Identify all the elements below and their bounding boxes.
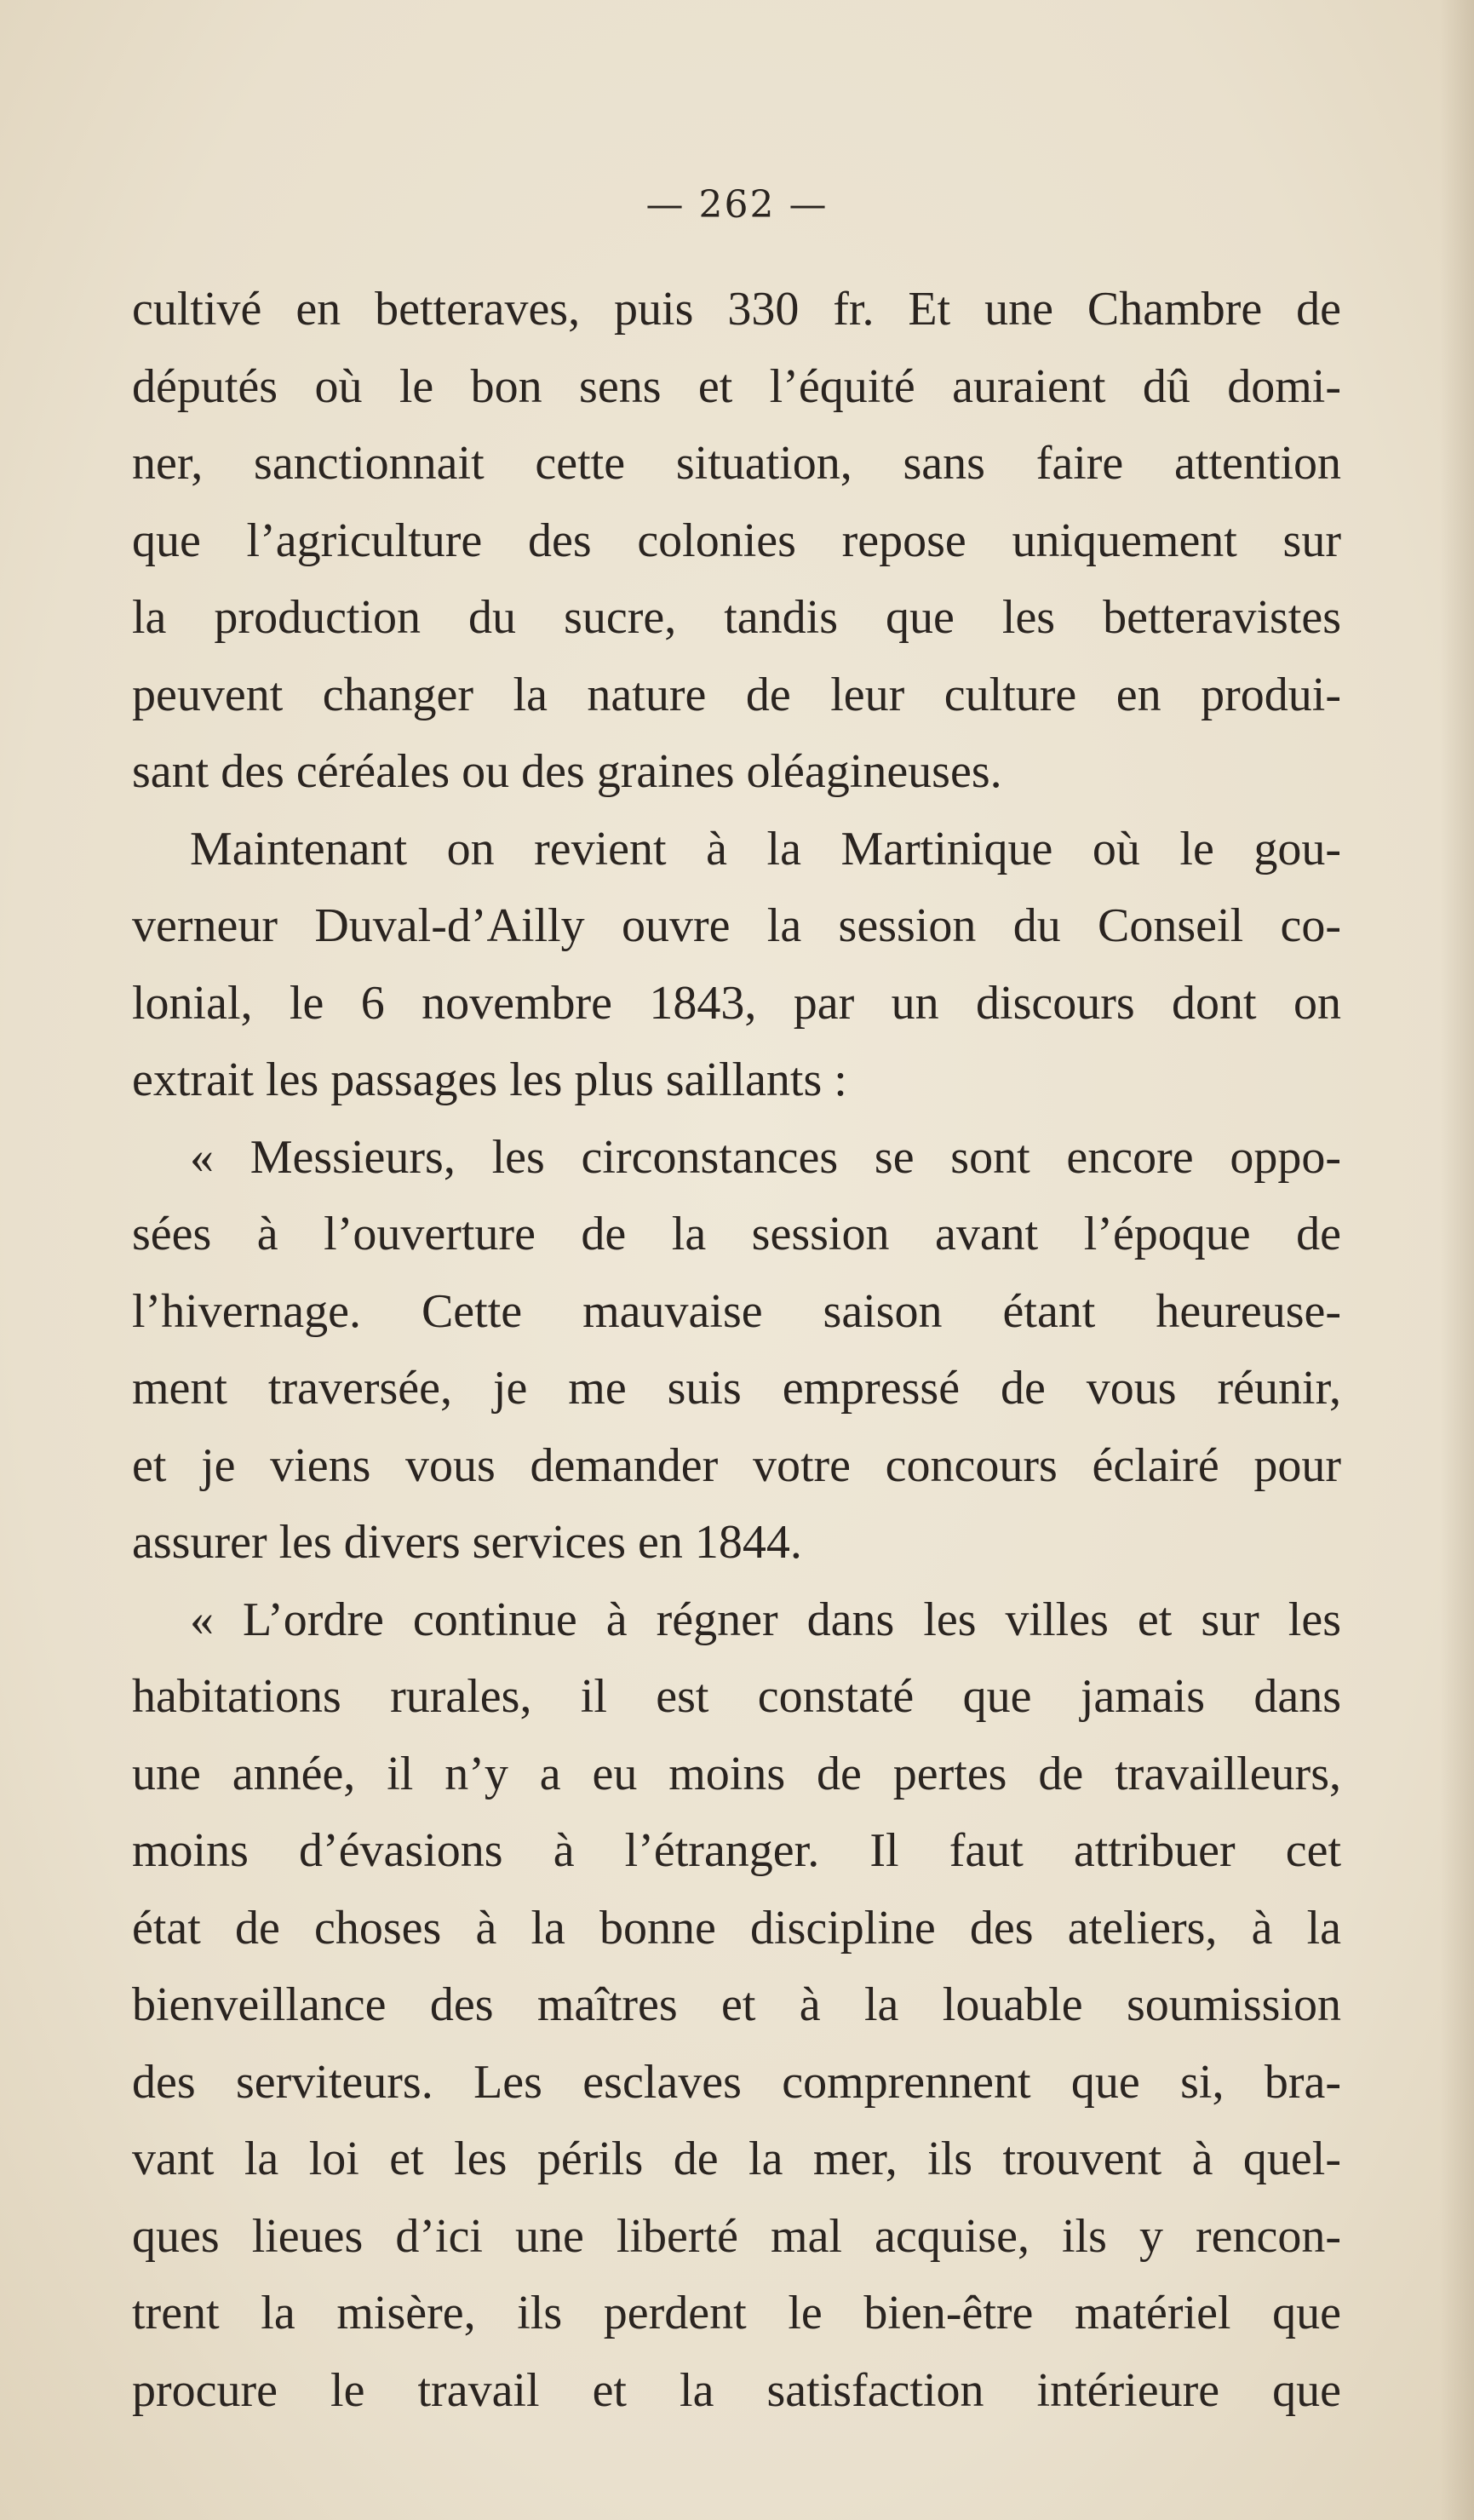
text-line: bienveillance des maîtres et à la louable soumission [132, 1978, 1341, 2031]
text-line: peuvent changer la nature de leur culture en produi- [132, 668, 1341, 721]
text-line: trent la misère, ils perdent le bien-être matériel que [132, 2287, 1341, 2339]
text-line: que l’agriculture des colonies repose uniquement sur [132, 514, 1341, 567]
text-line: une année, il n’y a eu moins de pertes de travailleurs, [132, 1747, 1341, 1800]
text-line: procure le travail et la satisfaction intérieure que [132, 2363, 1341, 2417]
text-line: cultivé en betteraves, puis 330 fr. Et une Chambre de [132, 283, 1341, 336]
text-line: habitations rurales, il est constaté que jamais dans [132, 1670, 1341, 1723]
text-line: verneur Duval-d’Ailly ouvre la session du Conseil co- [132, 899, 1341, 952]
text-line: état de choses à la bonne discipline des ateliers, à la [132, 1901, 1341, 1955]
text-line: vant la loi et les périls de la mer, ils trouvent à quel- [132, 2133, 1341, 2185]
page-edge-shadow [1440, 0, 1474, 2520]
text-line: l’hivernage. Cette mauvaise saison étant heureuse- [132, 1284, 1341, 1338]
paragraph-start-line: Maintenant on revient à la Martinique où le gou- [190, 822, 1341, 875]
text-line: des serviteurs. Les esclaves comprennent que si, bra- [132, 2055, 1341, 2109]
text-line: ques lieues d’ici une liberté mal acquise, ils y rencon- [132, 2209, 1341, 2263]
paragraph-end-line: sant des céréales ou des graines oléagineuses. [132, 745, 1002, 798]
text-line: ner, sanctionnait cette situation, sans faire attention [132, 437, 1341, 490]
text-line: lonial, le 6 novembre 1843, par un discours dont on [132, 976, 1341, 1030]
page-number: — 262 — [645, 183, 829, 227]
paragraph-end-line: extrait les passages les plus saillants : [132, 1053, 847, 1106]
paragraph-end-line: assurer les divers services en 1844. [132, 1516, 802, 1569]
text-line: députés où le bon sens et l’équité auraient dû domi- [132, 359, 1341, 413]
text-line: sées à l’ouverture de la session avant l’époque de [132, 1208, 1341, 1260]
text-line: et je viens vous demander votre concours éclairé pour [132, 1438, 1341, 1492]
body-text [132, 271, 1341, 2429]
quote-start-line: « Messieurs, les circonstances se sont encore oppo- [190, 1130, 1341, 1184]
text-line: la production du sucre, tandis que les betteravistes [132, 591, 1341, 644]
text-line: moins d’évasions à l’étranger. Il faut attribuer cet [132, 1824, 1341, 1877]
text-line: ment traversée, je me suis empressé de vous réunir, [132, 1362, 1341, 1415]
quote-start-line: « L’ordre continue à régner dans les villes et sur les [190, 1593, 1341, 1646]
